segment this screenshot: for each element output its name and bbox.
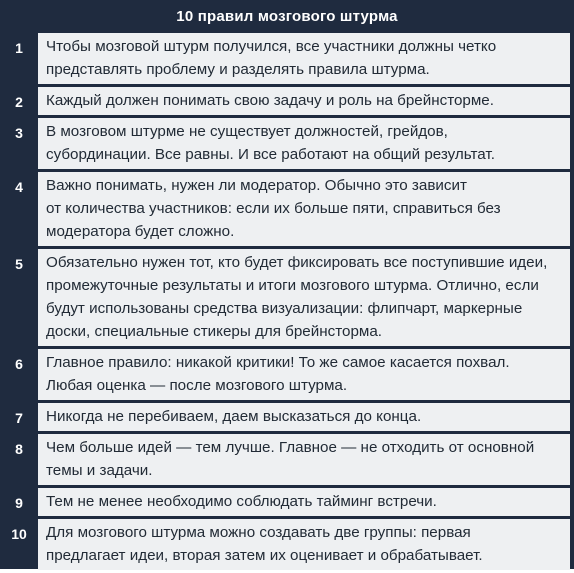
rule-number: 1 xyxy=(15,40,23,56)
rule-number: 9 xyxy=(15,495,23,511)
rule-row-9 xyxy=(0,488,574,516)
rule-number: 10 xyxy=(11,526,27,542)
rule-number: 8 xyxy=(15,441,23,457)
rule-number: 2 xyxy=(15,94,23,110)
rule-row-4 xyxy=(0,172,574,246)
rule-text: Обязательно нужен тот, кто будет фиксировать все поступившие идеи, промежуточные результаты и итоги мозгового штурма. Отлично, если будут использованы средства визуализации: флипчарт, маркерные доски, специальные стикеры для брейнсторма. xyxy=(38,249,570,346)
rule-row-6 xyxy=(0,349,574,400)
rule-text: Важно понимать, нужен ли модератор. Обычно это зависит от количества участников: если их больше пяти, справиться без модератора будет сложно. xyxy=(38,172,570,246)
rule-text: Каждый должен понимать свою задачу и роль на брейнсторме. xyxy=(38,87,570,115)
rule-row-1 xyxy=(0,33,574,84)
rule-text: Чтобы мозговой штурм получился, все участники должны четко представлять проблему и разделять правила штурма. xyxy=(38,33,570,84)
rule-row-10 xyxy=(0,519,574,570)
rule-row-2 xyxy=(0,87,574,115)
rule-number: 7 xyxy=(15,410,23,426)
rule-number: 6 xyxy=(15,356,23,372)
rule-text: Для мозгового штурма можно создавать две группы: первая предлагает идеи, вторая затем их оценивает и обрабатывает. xyxy=(38,519,570,570)
rule-row-8 xyxy=(0,434,574,485)
rule-text: Никогда не перебиваем, даем высказаться до конца. xyxy=(38,403,570,431)
rule-text: Тем не менее необходимо соблюдать тайминг встречи. xyxy=(38,488,570,516)
rule-number: 5 xyxy=(15,256,23,272)
rule-row-5 xyxy=(0,249,574,346)
rule-number: 3 xyxy=(15,125,23,141)
rule-number: 4 xyxy=(15,179,23,195)
rule-text: В мозговом штурме не существует должностей, грейдов, субординации. Все равны. И все работают на общий результат. xyxy=(38,118,570,169)
rule-text: Чем больше идей — тем лучше. Главное — не отходить от основной темы и задачи. xyxy=(38,434,570,485)
rules-list xyxy=(0,33,574,573)
rule-text: Главное правило: никакой критики! То же самое касается похвал. Любая оценка — после мозгового штурма. xyxy=(38,349,570,400)
table-title: 10 правил мозгового штурма xyxy=(176,8,398,25)
rule-row-3 xyxy=(0,118,574,169)
rule-row-7 xyxy=(0,403,574,431)
